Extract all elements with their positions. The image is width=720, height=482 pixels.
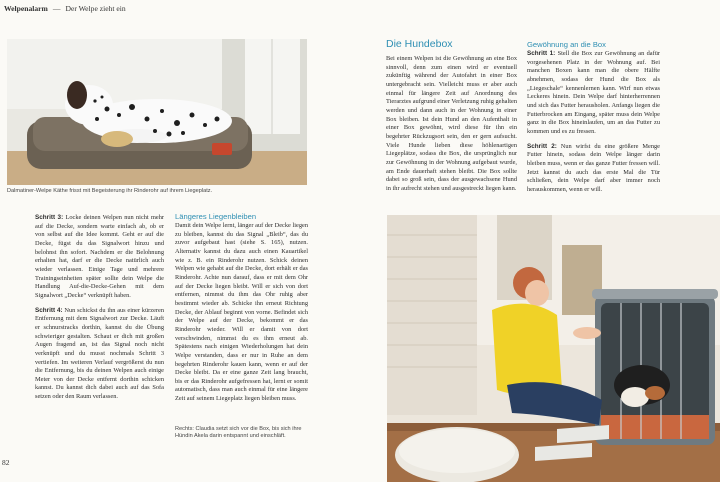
book-title: Welpenalarm: [4, 4, 48, 13]
dalmatian-puppy-illustration: [7, 39, 307, 185]
section-heading-liegenbleiben: Längeres Liegenbleiben: [175, 212, 257, 221]
chapter-title: Der Welpe zieht ein: [65, 4, 126, 13]
step-text: Nun wirfst du eine größere Menge Futter hinein, sodass dein Welpe länger darin bleiben muss, wenn er das ganze Futter fressen will. Jetzt kannst du auch das erste Mal die Tür schließen, dein Welpe darf aber immer noch herauskommen, wenn er will.: [527, 142, 660, 193]
gewoehnung-steps: [527, 50, 660, 195]
dalmatian-puppy-photo: [7, 39, 307, 185]
header-separator: —: [52, 4, 61, 13]
decke-step-4: [35, 307, 164, 402]
left-column-steps: [35, 214, 164, 402]
section-heading-hundebox: Die Hundebox: [386, 38, 453, 50]
liegenbleiben-paragraph: Damit dein Welpe lernt, länger auf der Decke liegen zu bleiben, kannst du das Signal „Bleib“, das du zuvor aufgebaut hast (siehe S. 165), nutzen. Alternativ kannst du dazu auch einen Kauartikel wie z. B. ein Rinderohr nutzen. Schick deinen Welpen wie gehabt auf die Decke, dort erhält er das Rinderohr. Achte nun darauf, dass er mit dem Ohr auf der Decke liegen bleibt. Will er sich von dort entfernen, nimmst du ihm das Ohr ruhig aber bestimmt wieder ab. Schicke ihn erneut Richtung Decke, der Ablauf beginnt von vorne. Befindet sich der Welpe auf der Decke, bekommt er das Rinderohr wieder. Will er damit von dort verschwinden, nimmst du es ihm erneut ab. Spätestens nach einigen Wiederholungen hat dein Welpe verstanden, dass er nur in Ruhe an dem begehrten Rinderohr kauen kann, wenn er auf der Decke bleibt. Da er eine ganze Zeit lang braucht, bis er das Rinderohr aufgefressen hat, lernt er somit automatisch, dass man auch einmal für eine längere Zeit auf seinem Liegeplatz liegen bleiben muss.: [175, 222, 308, 403]
woman-with-dog-crate-photo: [387, 215, 720, 482]
decke-step-3: [35, 214, 164, 301]
step-text: Locke deinen Welpen nun nicht mehr auf die Decke, sondern warte einfach ab, ob er von selbst auf die Idee kommt. Geht er auf die Decke, fügst du das Signalwort hinzu und belohnst ihn sofort. Nachdem er die Belohnung erhalten hat, darf er die Decke natürlich auch wieder verlassen. Einige Tage und mehrere Trainingseinheiten später sollte dein Welpe die Handlung Auf-die-Decke-Gehen mit dem Signalwort „Decke“ verknüpft haben.: [35, 214, 165, 299]
step-label: Schritt 4:: [35, 306, 63, 314]
step-text: Nun schickst du ihn aus einer kürzeren Entfernung mit dem Signalwort zur Decke. Läuft er schnurstracks dorthin, kannst du die Übung schwieriger gestalten. Schaut er dich mit großen Augen fragend an, ist das Signal noch nicht verknüpft und du musst nochmals Schritt 3 vertiefen. Im weiteren Verlauf vergrößerst du nun die Entfernung, bis du deinen Welpen auch einige Meter von der Decke entfernt dorthin schicken kannst. Du kannst dich dabei auch auf das Sofa setzen oder den Raum verlassen.: [35, 306, 164, 401]
step-label: Schritt 3:: [35, 214, 64, 221]
woman-with-dog-crate-illustration: [387, 215, 720, 482]
step-text: Stell die Box zur Gewöhnung an dafür vorgesehenen Platz in der Wohnung auf. Bei manchen Boxen kann man die obere Hälfte abnehmen, sodass der Hund die Box als „Liegeschale“ kennenlernen kann. Wirf nun etwas Leckeres hinein. Dein Welpe darf hinterherrennen und sich das Futter herausholen. Anfangs liegen die Futterbrocken am Eingang, später muss dein Welpe ganz in die Box hineinlaufen, um an das Futter zu kommen und es zu fressen.: [527, 50, 660, 135]
step-label: Schritt 2:: [527, 142, 557, 150]
gewoehnung-step-1: [527, 50, 660, 137]
running-header: [4, 4, 126, 13]
photo-caption-top: Dalmatiner-Welpe Käthe frisst mit Begeisterung ihr Rinderohr auf ihrem Liegeplatz.: [7, 188, 213, 194]
step-label: Schritt 1:: [527, 50, 556, 57]
photo-caption-bottom: Rechts: Claudia setzt sich vor die Box, bis sich ihre Hündin Akela darin entspannt und einschläft.: [175, 426, 302, 439]
page-number: 82: [2, 458, 10, 467]
section-heading-gewoehnung: Gewöhnung an die Box: [527, 40, 606, 49]
gewoehnung-step-2: [527, 143, 660, 195]
hundebox-paragraph: Bei einem Welpen ist die Gewöhnung an eine Box sinnvoll, denn zum einen wird er eventuell zukünftig während der Autofahrt in einer Box untergebracht sein. Vielleicht muss er aber auch einmal für längere Zeit auf Anordnung des Tierarztes aufgrund einer Verletzung ruhig gehalten werden und dann auch in der Wohnung in einer Box bleiben. Ist dein Hund an den Aufenthalt in einer Box gewöhnt, wird diese für ihn ein begehrter Rückzugsort sein, den er gern aufsucht. Viele Hunde lieben diese höhlenartigen Liegeplätze, sodass die Box, die ursprünglich nur zur Gewöhnung in der Wohnung aufgebaut wurde, am Ende dauerhaft stehen bleibt. Die Box sollte dabei so groß sein, dass der ausgewachsene Hund in ihr aufrecht stehen und ausgestreckt liegen kann.: [386, 55, 517, 192]
